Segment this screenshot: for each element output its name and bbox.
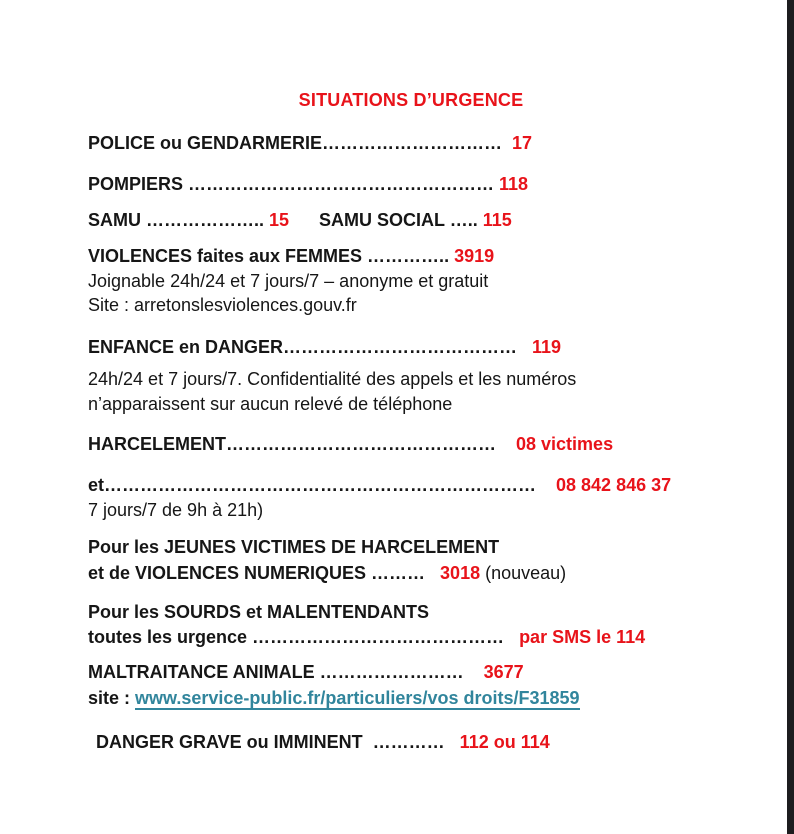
entry-enfance-number: 119 [532, 337, 562, 357]
entry-jeunes-intro: Pour les JEUNES VICTIMES DE HARCELEMENT [88, 537, 500, 557]
entry-police [88, 131, 734, 155]
entry-harcelement-bis [88, 473, 734, 497]
entry-enfance-label: ENFANCE en DANGER………………………………… [88, 337, 533, 357]
entry-harcelement-bis-label: et……………………………………………………………… [88, 475, 557, 495]
entry-jeunes-label: et de VIOLENCES NUMERIQUES ……… [88, 563, 441, 583]
entry-harcelement-bis-number: 08 842 846 37 [556, 475, 672, 495]
entry-jeunes [88, 561, 734, 585]
entry-samu-social-label: SAMU SOCIAL ….. [289, 210, 483, 230]
note-enfance-confidentiality-2: n’apparaissent sur aucun relevé de téléphone [88, 394, 453, 414]
entry-maltraitance [88, 660, 734, 684]
entry-violences-femmes [88, 244, 734, 268]
entry-jeunes-number: 3018 [440, 563, 481, 583]
entry-pompiers-number: 118 [499, 174, 529, 194]
document-content [88, 0, 734, 754]
entry-harcelement-label: HARCELEMENT……………………………………… [88, 434, 517, 454]
entry-police-number: 17 [512, 133, 533, 153]
entry-police-label: POLICE ou GENDARMERIE………………………… [88, 133, 513, 153]
note-harcelement-hours: 7 jours/7 de 9h à 21h) [88, 500, 264, 520]
entry-maltraitance-site [88, 686, 734, 710]
entry-samu-social-number: 115 [482, 210, 512, 230]
entry-pompiers-label: POMPIERS …………………………………………… [88, 174, 500, 194]
entry-sourds-number: par SMS le 114 [519, 627, 646, 647]
page-title: SITUATIONS D’URGENCE [298, 90, 524, 110]
entry-samu-label: SAMU ……………….. [88, 210, 270, 230]
entry-danger-number: 112 ou 114 [459, 732, 550, 752]
entry-violences-femmes-number: 3919 [454, 246, 495, 266]
service-public-link[interactable]: www.service-public.fr/particuliers/vos droits/F31859 [135, 688, 580, 708]
entry-maltraitance-site-prefix: site : [88, 688, 136, 708]
entry-harcelement-number: 08 victimes [516, 434, 614, 454]
entry-jeunes-suffix: (nouveau) [480, 563, 567, 583]
entry-maltraitance-number: 3677 [483, 662, 524, 682]
entry-samu-number: 15 [269, 210, 290, 230]
entry-sourds [88, 625, 734, 649]
entry-violences-femmes-label: VIOLENCES faites aux FEMMES ………….. [88, 246, 455, 266]
entry-harcelement [88, 432, 734, 456]
entry-pompiers [88, 172, 734, 196]
entry-enfance [88, 335, 734, 359]
note-violences-availability: Joignable 24h/24 et 7 jours/7 – anonyme et gratuit [88, 271, 489, 291]
entry-samu [88, 208, 734, 232]
entry-danger-label: DANGER GRAVE ou IMMINENT ………… [96, 732, 460, 752]
note-violences-site: Site : arretonslesviolences.gouv.fr [88, 295, 357, 315]
page-right-border [787, 0, 794, 834]
entry-maltraitance-label: MALTRAITANCE ANIMALE …………………… [88, 662, 484, 682]
entry-danger [88, 730, 734, 754]
entry-sourds-label: toutes les urgence …………………………………… [88, 627, 520, 647]
entry-sourds-intro: Pour les SOURDS et MALENTENDANTS [88, 602, 430, 622]
note-enfance-confidentiality-1: 24h/24 et 7 jours/7. Confidentialité des appels et les numéros [88, 369, 577, 389]
